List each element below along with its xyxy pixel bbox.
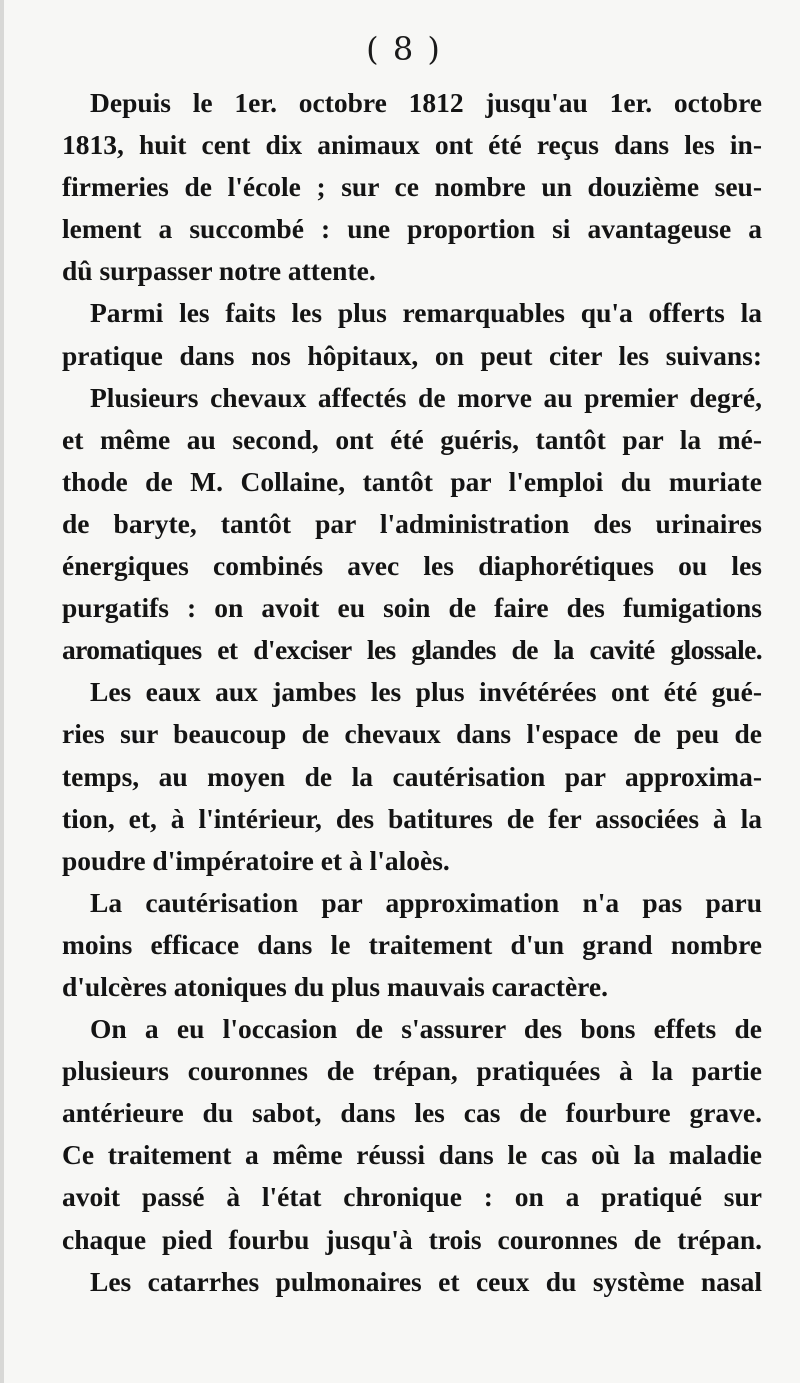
text-line: énergiques combinés avec les diaphorétiques ou les <box>62 550 762 582</box>
text-line: Plusieurs chevaux affectés de morve au premier degré, <box>90 381 762 413</box>
paragraph <box>62 1261 762 1303</box>
text-line: Les catarrhes pulmonaires et ceux du système nasal <box>90 1265 762 1297</box>
text-line: d'ulcères atoniques du plus mauvais caractère. <box>62 970 608 1002</box>
page-number: ( 8 ) <box>366 30 442 68</box>
text-line: Ce traitement a même réussi dans le cas où la maladie <box>62 1139 762 1171</box>
text-line: purgatifs : on avoit eu soin de faire des fumigations <box>62 592 762 624</box>
text-line: avoit passé à l'état chronique : on a pratiqué sur <box>62 1181 762 1213</box>
text-line: et même au second, ont été guéris, tantôt par la mé- <box>62 423 762 455</box>
paragraph <box>62 1008 762 1261</box>
text-line: Depuis le 1er. octobre 1812 jusqu'au 1er. octobre <box>90 87 762 118</box>
text-line: Parmi les faits les plus remarquables qu'a offerts la <box>90 297 762 329</box>
text-line: Les eaux aux jambes les plus invétérées ont été gué- <box>90 676 762 708</box>
paragraph <box>62 882 762 1008</box>
text-line: plusieurs couronnes de trépan, pratiquées à la partie <box>62 1055 762 1087</box>
text-line: On a eu l'occasion de s'assurer des bons effets de <box>90 1013 762 1045</box>
text-line: poudre d'impératoire et à l'aloès. <box>62 844 450 876</box>
text-line: ries sur beaucoup de chevaux dans l'espace de peu de <box>62 718 762 750</box>
text-line: chaque pied fourbu jusqu'à trois couronnes de trépan. <box>62 1223 762 1255</box>
paragraph <box>62 292 762 376</box>
text-line: aromatiques et d'exciser les glandes de la cavité glossale. <box>62 634 762 666</box>
paragraph <box>62 82 762 292</box>
text-line: thode de M. Collaine, tantôt par l'emploi du muriate <box>62 465 762 497</box>
text-line: de baryte, tantôt par l'administration des urinaires <box>62 507 762 539</box>
text-line: dû surpasser notre attente. <box>62 255 376 287</box>
body-text <box>62 82 762 1303</box>
text-line: firmeries de l'école ; sur ce nombre un douzième seu- <box>62 171 762 203</box>
text-line: pratique dans nos hôpitaux, on peut citer les suivans: <box>62 339 762 371</box>
text-line: antérieure du sabot, dans les cas de fourbure grave. <box>62 1097 762 1129</box>
text-line: tion, et, à l'intérieur, des batitures de fer associées à la <box>62 802 762 834</box>
text-line: La cautérisation par approximation n'a pas paru <box>90 886 762 918</box>
paragraph <box>62 671 762 881</box>
text-line: temps, au moyen de la cautérisation par approxima- <box>62 760 762 792</box>
paragraph <box>62 377 762 672</box>
text-line: lement a succombé : une proportion si avantageuse a <box>62 213 762 245</box>
text-line: 1813, huit cent dix animaux ont été reçus dans les in- <box>62 129 762 161</box>
text-line: moins efficace dans le traitement d'un grand nombre <box>62 928 762 960</box>
